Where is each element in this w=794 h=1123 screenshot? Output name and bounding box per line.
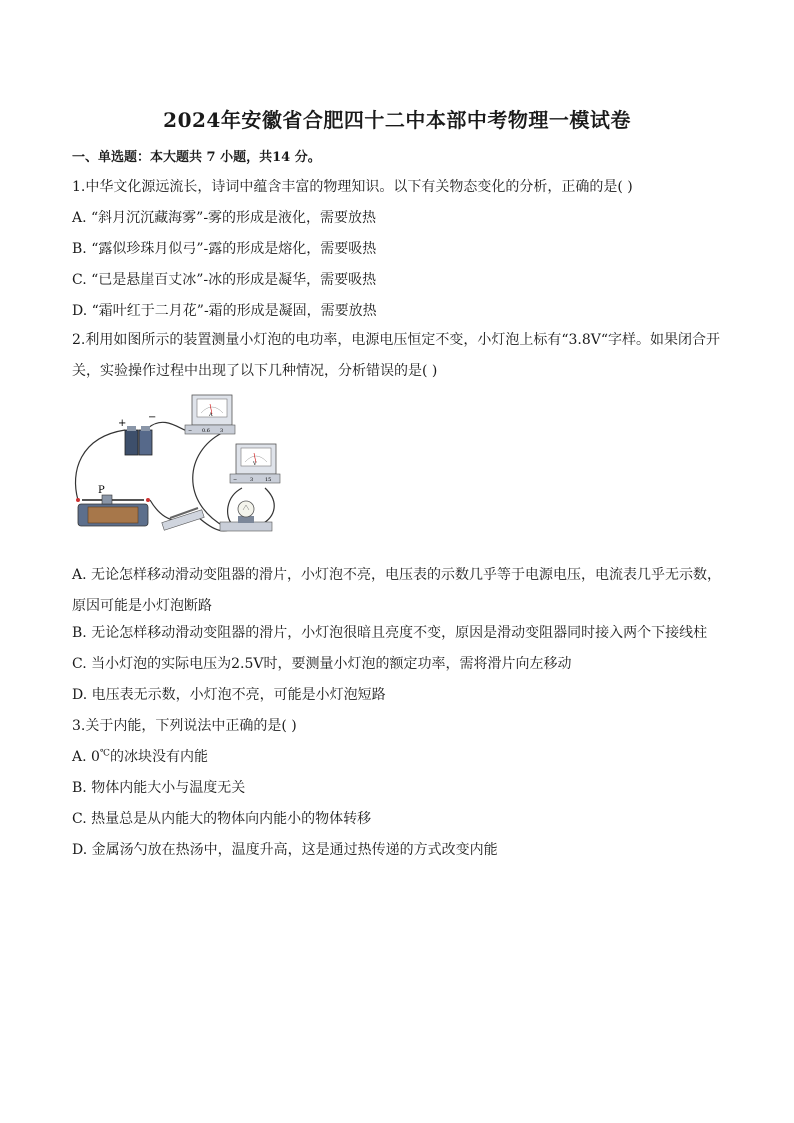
voltmeter-terminal-15: 15	[265, 477, 272, 483]
question-3-option-a[interactable]	[72, 746, 208, 766]
question-3-option-b[interactable]: B. 物体内能大小与温度无关	[72, 780, 246, 796]
voltmeter-terminal-neg: −	[233, 477, 238, 483]
question-2-option-a-text: A. 无论怎样移动滑动变阻器的滑片，小灯泡不亮，电压表的示数几乎等于电源电压，电流表几乎无示数，原因可能是小灯泡断路	[72, 567, 722, 614]
switch	[162, 508, 204, 530]
question-2-option-a-line1[interactable]	[72, 560, 722, 622]
ammeter-terminal-neg: −	[188, 428, 193, 434]
section-heading: 一、单选题：本大题共 7 小题，共14 分。	[72, 150, 321, 165]
wire-battery-ammeter	[148, 422, 193, 434]
slider-label: P	[98, 485, 105, 496]
question-3-option-a-post: 的冰块没有内能	[110, 749, 208, 765]
question-1-option-c[interactable]: C. “已是悬崖百丈冰”-冰的形成是凝华，需要吸热	[72, 272, 377, 288]
voltmeter-symbol: V	[253, 461, 257, 467]
question-3-option-c[interactable]: C. 热量总是从内能大的物体向内能小的物体转移	[72, 811, 372, 827]
question-2-stem: 2.利用如图所示的装置测量小灯泡的电功率，电源电压恒定不变，小灯泡上标有“3.8V“字样。如果闭合开关，实验操作过程中出现了以下几种情况，分析错误的是( )	[72, 332, 721, 379]
page-title: 2024年安徽省合肥四十二中本部中考物理一模试卷	[163, 108, 631, 132]
ammeter	[185, 395, 235, 434]
voltmeter	[230, 444, 280, 483]
battery-minus-label: −	[148, 412, 157, 423]
battery-plus-label: +	[118, 418, 127, 429]
battery	[118, 412, 156, 455]
question-2-option-c[interactable]: C. 当小灯泡的实际电压为2.5V时，要测量小灯泡的额定功率，需将滑片向左移动	[72, 656, 572, 672]
ammeter-terminal-06: 0.6	[202, 428, 210, 434]
question-2-option-b[interactable]: B. 无论怎样移动滑动变阻器的滑片，小灯泡很暗且亮度不变，原因是滑动变阻器同时接入两个下接线柱	[72, 625, 708, 641]
question-3-option-a-pre: A. 0	[72, 749, 100, 765]
question-1-option-d[interactable]: D. “霜叶红于二月花”-霜的形成是凝固，需要放热	[72, 303, 377, 319]
question-1-option-b[interactable]: B. “露似珍珠月似弓”-露的形成是熔化，需要吸热	[72, 241, 377, 257]
question-2-option-d[interactable]: D. 电压表无示数，小灯泡不亮，可能是小灯泡短路	[72, 687, 386, 703]
question-1-stem: 1.中华文化源远流长，诗词中蕴含丰富的物理知识。以下有关物态变化的分析，正确的是( )	[72, 179, 633, 195]
ammeter-terminal-3: 3	[220, 428, 224, 434]
question-1-option-a[interactable]: A. “斜月沉沉藏海雾”-雾的形成是液化，需要放热	[72, 210, 377, 226]
celsius-superscript: ℃	[99, 748, 110, 759]
wire-voltmeter-lamp-right	[262, 488, 274, 524]
ammeter-symbol: A	[209, 412, 213, 418]
question-3-stem: 3.关于内能，下列说法中正确的是( )	[72, 718, 297, 734]
voltmeter-terminal-3: 3	[250, 477, 254, 483]
question-3-option-d[interactable]: D. 金属汤勺放在热汤中，温度升高，这是通过热传递的方式改变内能	[72, 842, 498, 858]
circuit-diagram	[70, 392, 300, 542]
rheostat	[76, 485, 150, 526]
